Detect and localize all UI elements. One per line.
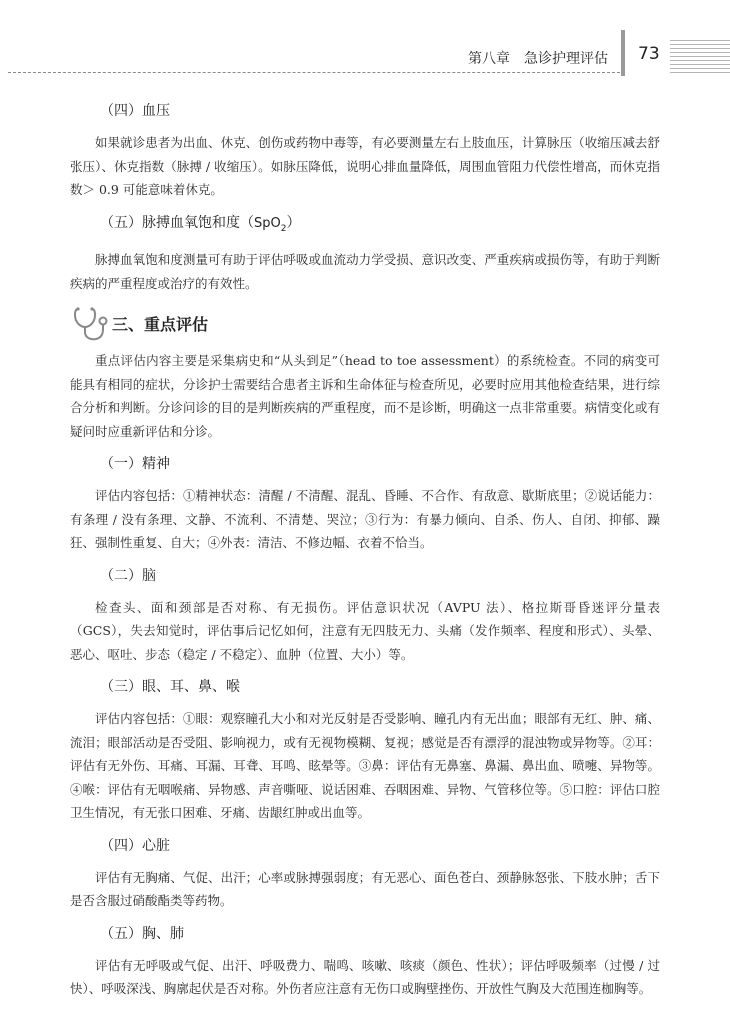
paragraph-chest-lung: 评估有无呼吸或气促、出汗、呼吸费力、喘鸣、咳嗽、咳痰（颜色、性状）；评估呼吸频率（过慢 / 过快）、呼吸深浅、胸廓起伏是否对称。外伤者应注意有无伤口或胸壁挫伤、开放性气胸及大范围连枷胸等。 xyxy=(70,957,660,997)
running-head xyxy=(468,48,608,68)
chapter-number: 第八章 xyxy=(468,51,510,67)
subsection-heading-heart: （四）心脏 xyxy=(100,837,170,854)
page-number-bar xyxy=(621,30,625,76)
spo2-heading-abbr: SpO xyxy=(254,215,281,231)
spo2-subscript: 2 xyxy=(280,223,287,234)
paragraph-ent: 评估内容包括：①眼：观察瞳孔大小和对光反射是否受影响、瞳孔内有无出血；眼部有无红、肿、痛、流泪；眼部活动是否受阻、影响视力，或有无视物模糊、复视；感觉是否有漂浮的混浊物或异物等。②耳：评估有无外伤、耳痛、耳漏、耳聋、耳鸣、眩晕等。③鼻：评估有无鼻塞、鼻漏、鼻出血、喷嚏、异物等。④喉：评估有无咽喉痛、异物感、声音嘶哑、说话困难、吞咽困难、异物、气管移位等。⑤口腔：评估口腔卫生情况，有无张口困难、牙痛、齿龈红肿或出血等。 xyxy=(70,711,660,821)
paragraph-mental: 评估内容包括：①精神状态：清醒 / 不清醒、混乱、昏睡、不合作、有敌意、歇斯底里；②说话能力：有条理 / 没有条理、文静、不流利、不清楚、哭泣；③行为：有暴力倾向、自杀、伤人、自闭、抑郁、躁狂、强制性重复、自大；④外表：清洁、不修边幅、衣着不恰当。 xyxy=(70,488,660,551)
paragraph-spo2: 脉搏血氧饱和度测量可有助于评估呼吸或血流动力学受损、意识改变、严重疾病或损伤等，有助于判断疾病的严重程度或治疗的有效性。 xyxy=(70,252,660,291)
header-dotted-rule xyxy=(8,72,620,73)
stethoscope-icon xyxy=(72,305,110,343)
paragraph-brain: 检查头、面和颈部是否对称、有无损伤。评估意识状况（AVPU 法）、格拉斯哥昏迷评分量表（GCS），失去知觉时，评估事后记忆如何，注意有无四肢无力、头痛（发作频率、程度和形式）、头晕、恶心、呕吐、步态（稳定 / 不稳定）、血肿（位置、大小）等。 xyxy=(70,599,660,662)
subsection-heading-ent: （三）眼、耳、鼻、喉 xyxy=(100,679,240,696)
section-title: 三、重点评估 xyxy=(112,315,209,335)
header-line-decoration xyxy=(670,40,730,76)
subsection-heading-mental: （一）精神 xyxy=(100,456,170,473)
section-heading-key-assessment xyxy=(70,305,660,343)
page-number: 73 xyxy=(638,44,660,64)
page-body xyxy=(70,100,660,1011)
subsection-heading-blood-pressure: （四）血压 xyxy=(100,103,170,119)
page-header xyxy=(0,0,730,80)
subsection-heading-chest-lung: （五）胸、肺 xyxy=(100,925,184,942)
subsection-heading-spo2 xyxy=(100,212,660,240)
paragraph-heart: 评估有无胸痛、气促、出汗；心率或脉搏强弱度；有无恶心、面色苍白、颈静脉怒张、下肢水肿；舌下是否含服过硝酸酯类等药物。 xyxy=(70,869,660,909)
subsection-heading-brain: （二）脑 xyxy=(100,567,156,584)
chapter-title: 急诊护理评估 xyxy=(524,51,608,67)
paragraph-blood-pressure: 如果就诊患者为出血、休克、创伤或药物中毒等，有必要测量左右上肢血压，计算脉压（收缩压减去舒张压）、休克指数（脉搏 / 收缩压）。如脉压降低，说明心排血量降低，周围血管阻力代偿性增高，而休克指数＞ 0.9 可能意味着休克。 xyxy=(70,135,660,197)
spo2-heading-suffix: ） xyxy=(286,214,301,231)
paragraph-key-assessment-intro: 重点评估内容主要是采集病史和“从头到足”（head to toe assessment）的系统检查。不同的病变可能具有相同的症状，分诊护士需要结合患者主诉和生命体征与检查所见，必要时应用其他检查结果，进行综合分析和判断。分诊问诊的目的是判断疾病的严重程度，而不是诊断，明确这一点非常重要。病情变化或有疑问时应重新评估和分诊。 xyxy=(70,353,660,439)
spo2-heading-prefix: （五）脉搏血氧饱和度（ xyxy=(100,214,254,231)
